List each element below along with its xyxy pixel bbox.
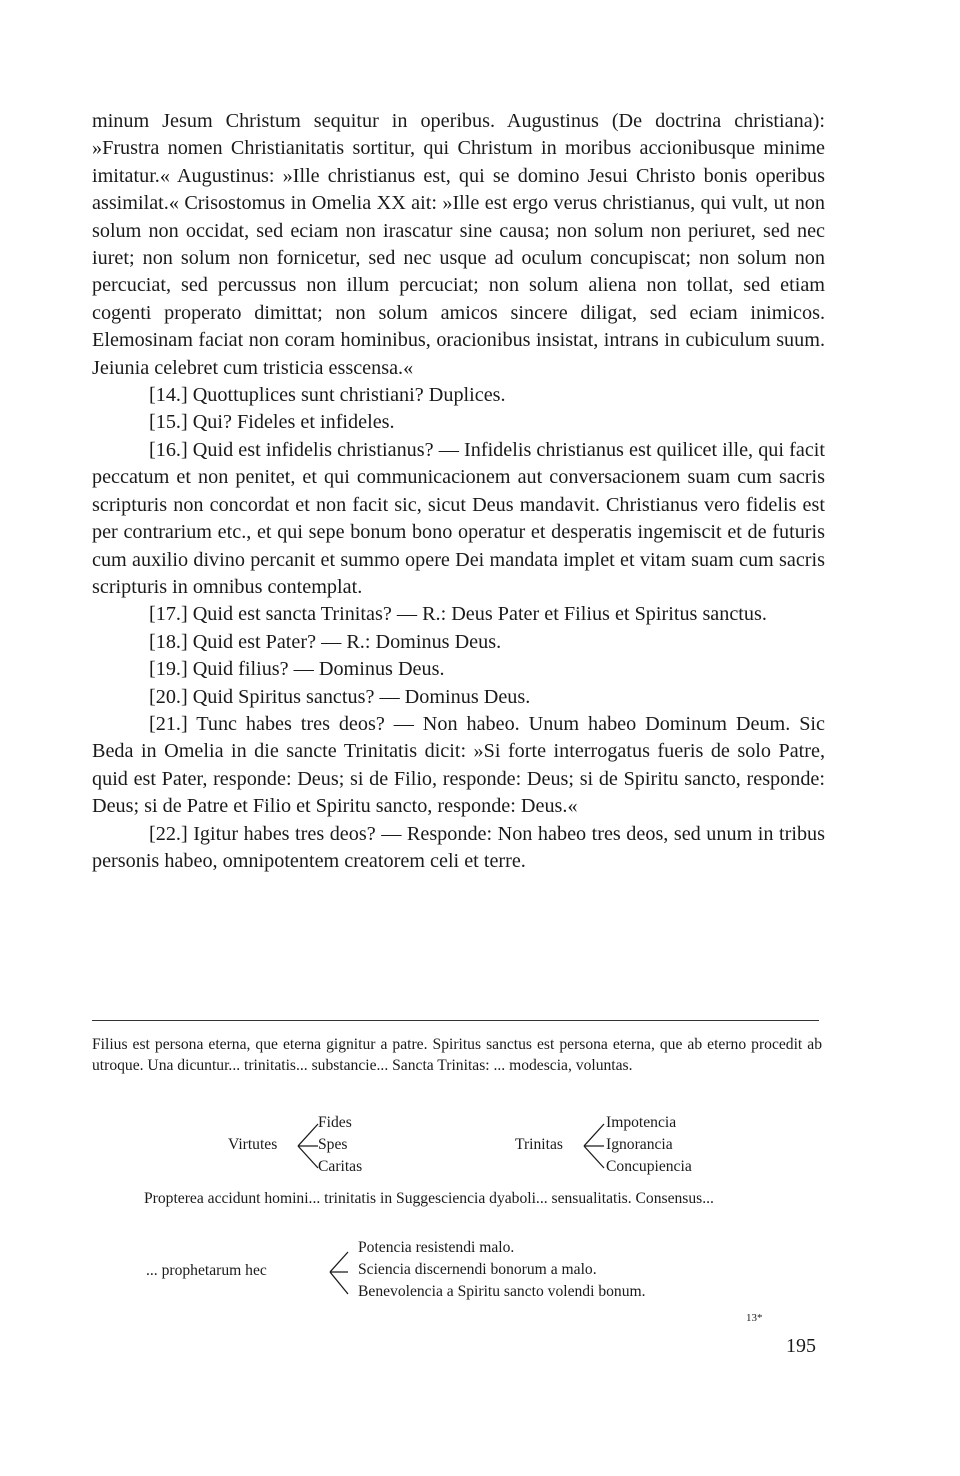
question-15: [15.] Qui? Fideles et infideles. <box>149 411 395 434</box>
prophetarum-item-potencia: Potencia resistendi malo. <box>358 1239 515 1256</box>
trinitas-item-impotencia: Impotencia <box>606 1114 677 1131</box>
prophetarum-item-sciencia: Sciencia discernendi bonorum a malo. <box>358 1261 597 1278</box>
question-21: [21.] Tunc habes tres deos? — Non habeo. Unum habeo Dominum Deum. Sic Beda in Omelia in die sancte Trinitatis dicit: »Si forte interrogatus fueris de solo Patre, quid est Pater, responde: Deus; si de Filio, responde: Deus; si de Spiritu sancto, responde: Deus; si de Patre et Filio et Spiritu sancto, responde: Deus.« <box>92 712 825 818</box>
prophetarum-branch-lines <box>328 1248 352 1304</box>
trinitas-root: Trinitas <box>515 1136 563 1153</box>
question-16: [16.] Quid est infidelis christianus? — Infidelis christianus est quilicet ille, qui facit peccatum et non penitet, et qui communicacionem aut conversacionem suam cum sacris scripturis non concordat et non facit sic, sicut Deus mandavit. Christianus vero fidelis est per contrarium etc., et qui sepe bonum bono operatur et desperatis ingemiscit et de futuris cum auxilio divino percanit et summo opere Dei mandata implet et vitam suam cum sacris scripturis in omnibus contemplat. <box>92 438 825 598</box>
main-text <box>92 108 825 875</box>
question-17: [17.] Quid est sancta Trinitas? — R.: Deus Pater et Filius et Spiritus sanctus. <box>149 603 767 626</box>
virtutes-item-caritas: Caritas <box>318 1158 363 1175</box>
question-19: [19.] Quid filius? — Dominus Deus. <box>149 658 445 681</box>
footnote-divider <box>92 1020 819 1021</box>
footnote-paragraph-2: Propterea accidunt homini... trinitatis in Suggesciencia dyaboli... sensualitatis. Consensus... <box>144 1190 714 1207</box>
question-20: [20.] Quid Spiritus sanctus? — Dominus Deus. <box>149 685 531 708</box>
prophetarum-root: ... prophetarum hec <box>146 1262 267 1279</box>
question-18: [18.] Quid est Pater? — R.: Dominus Deus. <box>149 630 502 653</box>
trinitas-item-ignorancia: Ignorancia <box>606 1136 673 1153</box>
question-14: [14.] Quottuplices sunt christiani? Duplices. <box>149 384 506 407</box>
trinitas-item-concupiencia: Concupiencia <box>606 1158 692 1175</box>
prophetarum-item-benevolencia: Benevolencia a Spiritu sancto volendi bonum. <box>358 1283 646 1300</box>
footnote-paragraph-1: Filius est persona eterna, que eterna gignitur a patre. Spiritus sanctus est persona eterna, que ab eterno procedit ab utroque. Una dicuntur... trinitatis... substancie... Sancta Trinitas: ... modescia, voluntas. <box>92 1036 822 1074</box>
virtutes-item-fides: Fides <box>318 1114 352 1131</box>
virtutes-branch-lines <box>296 1122 320 1178</box>
question-22: [22.] Igitur habes tres deos? — Responde: Non habeo tres deos, sed unum in tribus personis habeo, omnipotentem creatorem celi et terre. <box>92 822 825 872</box>
footnote-text <box>92 1034 822 1076</box>
paragraph-continuation: minum Jesum Christum sequitur in operibus. Augustinus (De doctrina christiana): »Frustra nomen Christianitatis sortitur, qui Christum in moribus accionibusque minime imitatur.« Augustinus: »Ille christianus est, qui se domino Jesui Christo bonis operibus assimilat.« Crisostomus in Omelia XX ait: »Ille est ergo verus christianus, qui vult, ut non solum non occidat, sed eciam non irascatur sine causa; non solum non periuret, sed nec iuret; non solum non fornicetur, sed nec usque ad oculum concupiscat; non solum non percuciat, sed percussus non illum percuciat; non solum aliena non tollat, sed etiam cogenti properato dimittat; non solum amicos sincere diligat, sed eciam inimicos. Elemosinam faciat non coram hominibus, oracionibus insistat, intrans in cubiculum suum. Jeiunia celebret cum tristicia esscensa.« <box>92 110 825 379</box>
signature-mark: 13* <box>746 1312 763 1324</box>
page-number: 195 <box>786 1335 816 1357</box>
trinitas-branch-lines <box>582 1122 606 1178</box>
virtutes-root: Virtutes <box>228 1136 278 1153</box>
footnote-text-2 <box>92 1188 822 1209</box>
virtutes-item-spes: Spes <box>318 1136 348 1153</box>
